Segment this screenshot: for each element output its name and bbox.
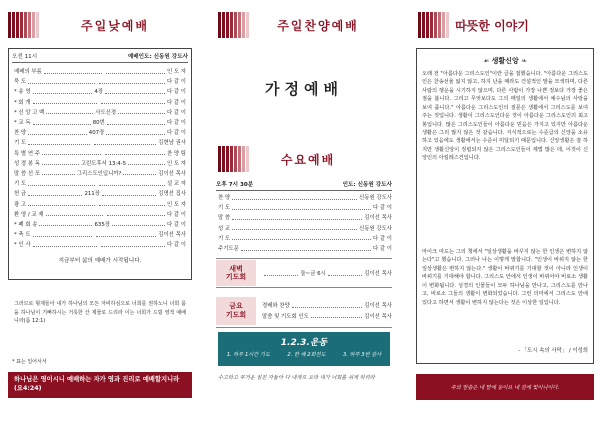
leaf-icon: ☙ xyxy=(482,57,492,65)
right-banner-bars xyxy=(418,12,449,38)
worship-header xyxy=(12,52,188,63)
story-paragraph-1: 오래 전 "아름다운 그리스도인"이란 글을 접했습니다. "아름다운 그리스도인은 찬송선율 잃지 않고, 하지 난을 때라도 건설적인 말을 모색하며, 다른 사람의 행운을 시기하지 않으며, 다른 사람이 가장 나쁜 정보다 가장 좋은 점을 봅니다. 그리고 무엇보다도 그의 매일의 생활에서 예수님의 사랑을 보여 줍니다." 아름다운 그리스도인의 질문은 생활에서 그리스도를 보여 주는 것입니다. 생활이 그리스도인다운 것이 아름다운 그리스도인의 최고 봉입니다. 많은 그리스도인들이 아름다운 믿음은 가지고 있지만 아름다운 생활은 그리 많지 않은 것 같습니다. 지식적으로는 수준급의 신앙을 소유하고 있음에도 생활에서는 수준이 미달되기 때문입니다. 신앙생활은 잘 하지만 생활신앙이 정립되지 않은 그리스도인들이 제법 많은 데, 이것이 신앙인의 아킬레스건입니다. xyxy=(422,71,588,162)
story-paragraph-2: 마이크 여도는 그의 책에서 "일상생활을 바꾸지 않는 한 인생은 변하지 않는다"고 했습니다. 그러나 나는 이렇게 말합니다. "인생이 바뀌지 않는 한 일상생활은 변하지 않는다." 생활이 바뀌기를 기대할 것이 아니라 인생이 바뀌기를 기대해야 합니다. 그리스도 안에서 인생이 바뀌어야 비로소 생활이 변화됩니다. 성경의 인물들이 모두 하나님을 만나고, 그리스도를 만나고, 비로소 그들의 생활이 변화되었습니다. 그런 의미에서 그리스도 안에 있다고 하면서 생활이 변하지 않는다는 것은 이상한 일입니다. xyxy=(422,249,588,306)
movement-item: 3. 하루 3번 감사 xyxy=(343,352,382,358)
dawn-prayer-label: 새벽 기도회 xyxy=(216,260,256,286)
leaf-icon: ❧ xyxy=(518,57,528,65)
wed-header xyxy=(216,180,392,191)
worship-row: * 축 도 김이선 목사 xyxy=(14,232,186,239)
movement-item: 1. 하루 1시간 기도 xyxy=(226,352,270,358)
wed-row: 기 도 다 같 이 xyxy=(218,235,392,242)
wednesday-worship-banner: 수요예배 xyxy=(280,152,336,167)
friday-prayer-rows xyxy=(262,300,392,320)
worship-row: 묵 도 다 같 이 xyxy=(14,79,186,86)
movement-title: 1.2.3.운동 xyxy=(280,338,328,348)
wed-leader: 인도: 신동원 강도사 xyxy=(342,182,392,188)
worship-row: 말 씀 선 포 그리스도인입니까? 김이선 목사 xyxy=(14,170,186,177)
standing-note: * 표는 일어서서 xyxy=(12,359,47,365)
worship-row: 광 고 인 도 자 xyxy=(14,201,186,208)
worship-time: 오전 11시 xyxy=(12,54,38,60)
right-footer-verse: 주의 말씀은 내 발에 등이요 내 길에 빛이니이다. xyxy=(416,374,594,400)
worship-row: 헌 금 211장 김명선 집사 xyxy=(14,191,186,198)
middle-banner-bars xyxy=(218,12,249,38)
sunday-worship-banner: 주일낮예배 xyxy=(81,18,149,33)
wed-row: 주기도문 다 같 이 xyxy=(218,246,392,253)
worship-row: 환 영 / 교 제 다 같 이 xyxy=(14,211,186,218)
right-panel xyxy=(408,0,600,424)
story-source: - 「도시 속의 사막」 / 이성희 xyxy=(518,348,588,354)
worship-row: 성 경 봉 독 고린도후서 13:4-5 인 도 자 xyxy=(14,160,186,167)
bottom-verse-note: 수고하고 무거운 짐진 자들아 다 내게로 오라 내가 너희를 쉬게 하리라 xyxy=(218,375,375,381)
friday-row: 경배와 찬양 김이선 목사 xyxy=(262,303,392,310)
wed-banner-bars xyxy=(218,146,249,172)
wed-row: 찬 양 신동원 강도사 xyxy=(218,195,392,202)
worship-row: * 교 독 80번 다 같 이 xyxy=(14,120,186,127)
story-heading: ☙ 생활신앙 ❧ xyxy=(482,57,528,65)
left-banner-bars xyxy=(8,12,39,38)
closing-line: 지금부터 삶의 예배가 시작됩니다. xyxy=(58,258,142,264)
worship-row: * 폐 회 송 635장 다 같 이 xyxy=(14,221,186,228)
movement-items xyxy=(218,351,390,358)
wed-row: 성 교 신동원 강도사 xyxy=(218,225,392,232)
wed-order-list xyxy=(218,192,392,253)
friday-row: 말씀 및 기도회 인도 김이선 목사 xyxy=(262,313,392,320)
wed-row: 기 도 다 같 이 xyxy=(218,205,392,212)
evening-worship-banner: 주일찬양예배 xyxy=(277,18,359,33)
dawn-prayer-row: 둘~금 6시 김이선 목사 xyxy=(262,268,392,278)
worship-row: * 신 앙 고 백 사도신경 다 같 이 xyxy=(14,109,186,116)
left-panel xyxy=(0,0,200,424)
worship-row: 기 도 김현남 권사 xyxy=(14,140,186,147)
worship-row: 찬 양 407장 다 같 이 xyxy=(14,130,186,137)
worship-leader: 예배인도: 신동원 강도사 xyxy=(127,54,188,60)
worship-row: 특 별 연 주 찬 양 팀 xyxy=(14,150,186,157)
worship-row: * 인 사 다 같 이 xyxy=(14,242,186,249)
movement-item: 2. 한 해 2회전도 xyxy=(287,352,326,358)
dawn-prayer-section xyxy=(216,258,392,288)
wed-time: 오후 7시 30분 xyxy=(216,182,254,188)
worship-row: * 송 영 4장 다 같 이 xyxy=(14,89,186,96)
left-footer-verse: 하나님은 영이시니 예배하는 자가 영과 진리로 예배할지니라 (요4:24) xyxy=(8,372,192,398)
worship-order-list xyxy=(14,66,186,249)
worship-row: * 회 개 다 같 이 xyxy=(14,99,186,106)
friday-prayer-label: 금요 기도회 xyxy=(216,297,256,325)
wed-row: 말 씀 김이선 목사 xyxy=(218,215,392,222)
friday-prayer-section xyxy=(216,294,392,328)
warm-story-banner: 따뜻한 이야기 xyxy=(455,18,529,33)
middle-panel xyxy=(208,0,400,424)
family-worship-title: 가정예배 xyxy=(265,80,343,98)
scripture-quote: 그러므로 형제들아 내가 하나님의 모든 자비하심으로 너희를 권하노니 너희 몸을 하나님이 기뻐하시는 거룩한 산 제물로 드리라 이는 너희가 드릴 영적 예배니라(롬 12:1) xyxy=(14,301,186,324)
worship-row: 기 도 설 교 자 xyxy=(14,181,186,188)
movement-box xyxy=(218,332,390,366)
worship-row: 예배의 부름 인 도 자 xyxy=(14,69,186,76)
